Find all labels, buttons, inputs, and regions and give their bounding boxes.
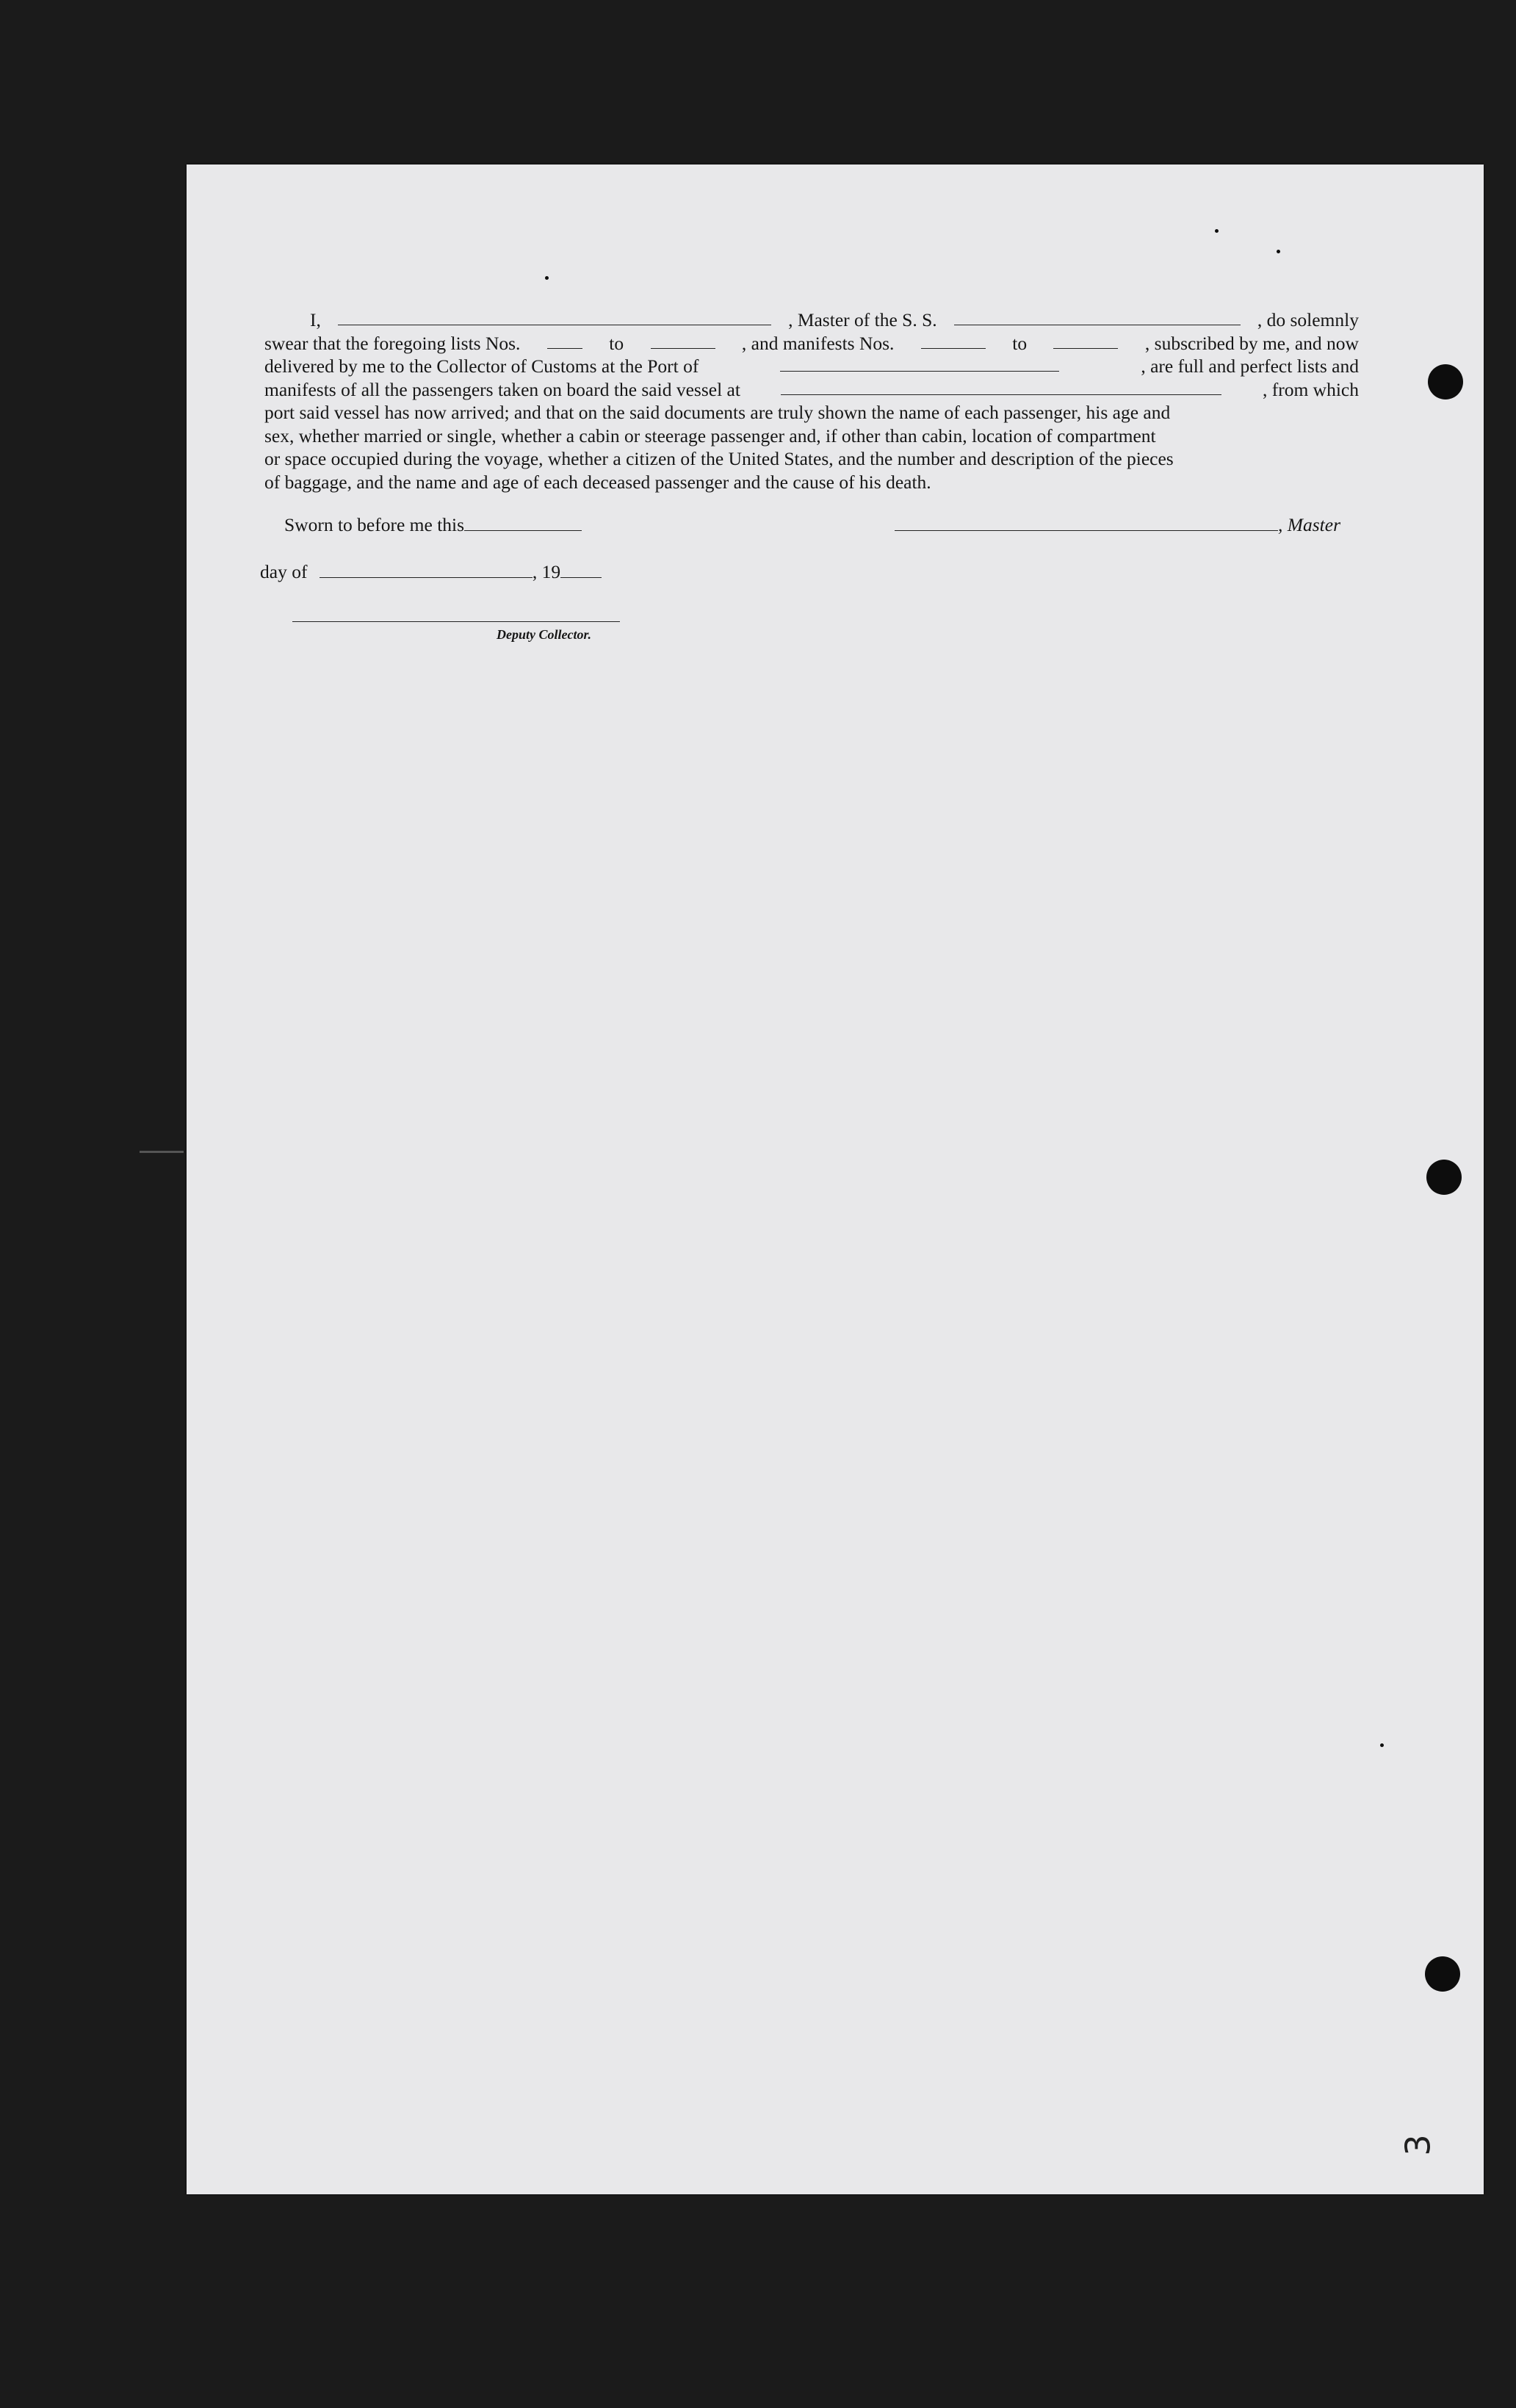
oath-line bbox=[264, 471, 1359, 494]
year-field[interactable] bbox=[560, 561, 602, 578]
vessel-name-field[interactable] bbox=[954, 308, 1241, 325]
master-signature-field[interactable] bbox=[895, 514, 1278, 531]
sworn-day-field[interactable] bbox=[464, 514, 582, 531]
oath-text: , Master of the S. S. bbox=[788, 309, 937, 330]
oath-text: sex, whether married or single, whether a cabin or steerage passenger and, if other than cabin, location of compartment bbox=[264, 424, 1156, 446]
speck bbox=[1215, 229, 1219, 233]
speck bbox=[1380, 1743, 1384, 1747]
oath-text: I, bbox=[310, 309, 321, 330]
page-number: 3 bbox=[1398, 2134, 1438, 2156]
master-name-field[interactable] bbox=[338, 308, 771, 325]
oath-line bbox=[264, 378, 1359, 402]
punch-hole bbox=[1425, 1956, 1460, 1992]
month-field[interactable] bbox=[320, 561, 533, 578]
oath-text: to bbox=[1012, 332, 1028, 354]
oath-line bbox=[264, 401, 1359, 424]
speck bbox=[545, 276, 549, 280]
oath-text: of baggage, and the name and age of each deceased passenger and the cause of his death. bbox=[264, 471, 931, 493]
oath-line bbox=[264, 424, 1359, 448]
oath-text: port said vessel has now arrived; and that on the said documents are truly shown the name of each passenger, his age and bbox=[264, 402, 1171, 423]
oath-text: , from which bbox=[1262, 378, 1359, 400]
port-field[interactable] bbox=[780, 355, 1059, 372]
oath-text: to bbox=[609, 332, 624, 354]
master-label: , Master bbox=[1278, 514, 1340, 535]
speck bbox=[1277, 250, 1280, 253]
oath-text: , and manifests Nos. bbox=[741, 332, 895, 354]
sworn-label: Sworn to before me this bbox=[284, 514, 465, 535]
oath-paragraph bbox=[264, 308, 1359, 493]
oath-text: delivered by me to the Collector of Customs at the Port of bbox=[264, 355, 699, 377]
oath-text: swear that the foregoing lists Nos. bbox=[264, 332, 521, 354]
oath-line bbox=[264, 308, 1359, 332]
oath-text: or space occupied during the voyage, whether a citizen of the United States, and the number and description of the pieces bbox=[264, 448, 1174, 469]
film-mark bbox=[140, 1151, 184, 1153]
punch-hole bbox=[1428, 364, 1463, 399]
year-prefix: , 19 bbox=[532, 561, 561, 582]
deputy-collector-label: Deputy Collector. bbox=[497, 627, 591, 642]
departure-port-field[interactable] bbox=[781, 378, 1221, 395]
oath-text: , are full and perfect lists and bbox=[1141, 355, 1359, 377]
manifests-to-field[interactable] bbox=[1053, 332, 1118, 349]
master-signature-line bbox=[895, 514, 1340, 536]
manifests-from-field[interactable] bbox=[921, 332, 986, 349]
oath-text: manifests of all the passengers taken on board the said vessel at bbox=[264, 378, 740, 400]
oath-line bbox=[264, 355, 1359, 378]
oath-text: , do solemnly bbox=[1257, 309, 1359, 330]
lists-to-field[interactable] bbox=[651, 332, 715, 349]
day-of-label: day of bbox=[260, 561, 308, 582]
sworn-line bbox=[284, 514, 582, 536]
oath-text: , subscribed by me, and now bbox=[1144, 332, 1359, 354]
oath-line bbox=[264, 447, 1359, 471]
date-line bbox=[260, 561, 602, 583]
deputy-signature-field[interactable] bbox=[292, 621, 620, 622]
lists-from-field[interactable] bbox=[547, 332, 582, 349]
punch-hole bbox=[1426, 1160, 1462, 1195]
oath-line bbox=[264, 332, 1359, 355]
form-sheet bbox=[187, 164, 1484, 2194]
